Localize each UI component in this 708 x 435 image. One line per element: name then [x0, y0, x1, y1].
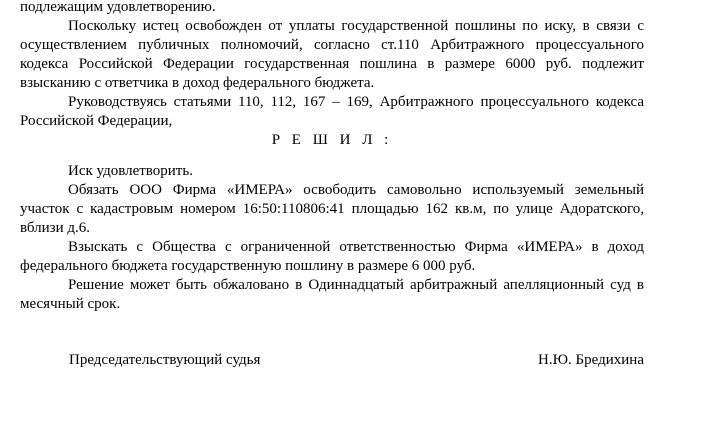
paragraph-state-duty: Поскольку истец освобожден от уплаты государственной пошлины по иску, в связи с осуществлением публичных полномочий, согласно ст.110 Арбитражного процессуального кодекса Российской Федерации государственная пошлина в размере 6000 руб. подлежит взысканию с ответчика в доход федерального бюджета.	[20, 18, 644, 91]
paragraph-obligation: Обязать ООО Фирма «ИМЕРА» освободить самовольно используемый земельный участок с кадастровым номером 16:50:110806:41 площадью 162 кв.м, по улице Адоратского, вблизи д.6.	[20, 182, 644, 236]
paragraph-recover-duty: Взыскать с Общества с ограниченной ответственностью Фирма «ИМЕРА» в доход федерального бюджета государственную пошлину в размере 6 000 руб.	[20, 239, 644, 274]
signature-title: Председательствующий судья	[69, 352, 261, 368]
paragraph-appeal: Решение может быть обжаловано в Одиннадцатый арбитражный апелляционный суд в месячный срок.	[20, 277, 644, 312]
signature-name: Н.Ю. Бредихина	[538, 352, 644, 368]
top-paragraphs	[20, 0, 644, 131]
bottom-paragraphs	[20, 162, 644, 314]
paragraph-guided-by: Руководствуясь статьями 110, 112, 167 – 169, Арбитражного процессуального кодекса Российской Федерации,	[20, 94, 644, 129]
decision-heading-block	[20, 131, 644, 150]
paragraph-claim-granted: Иск удовлетворить.	[68, 163, 193, 179]
paragraph-continuation: подлежащим удовлетворению.	[20, 0, 216, 15]
decision-heading: Р Е Ш И Л :	[271, 132, 393, 148]
